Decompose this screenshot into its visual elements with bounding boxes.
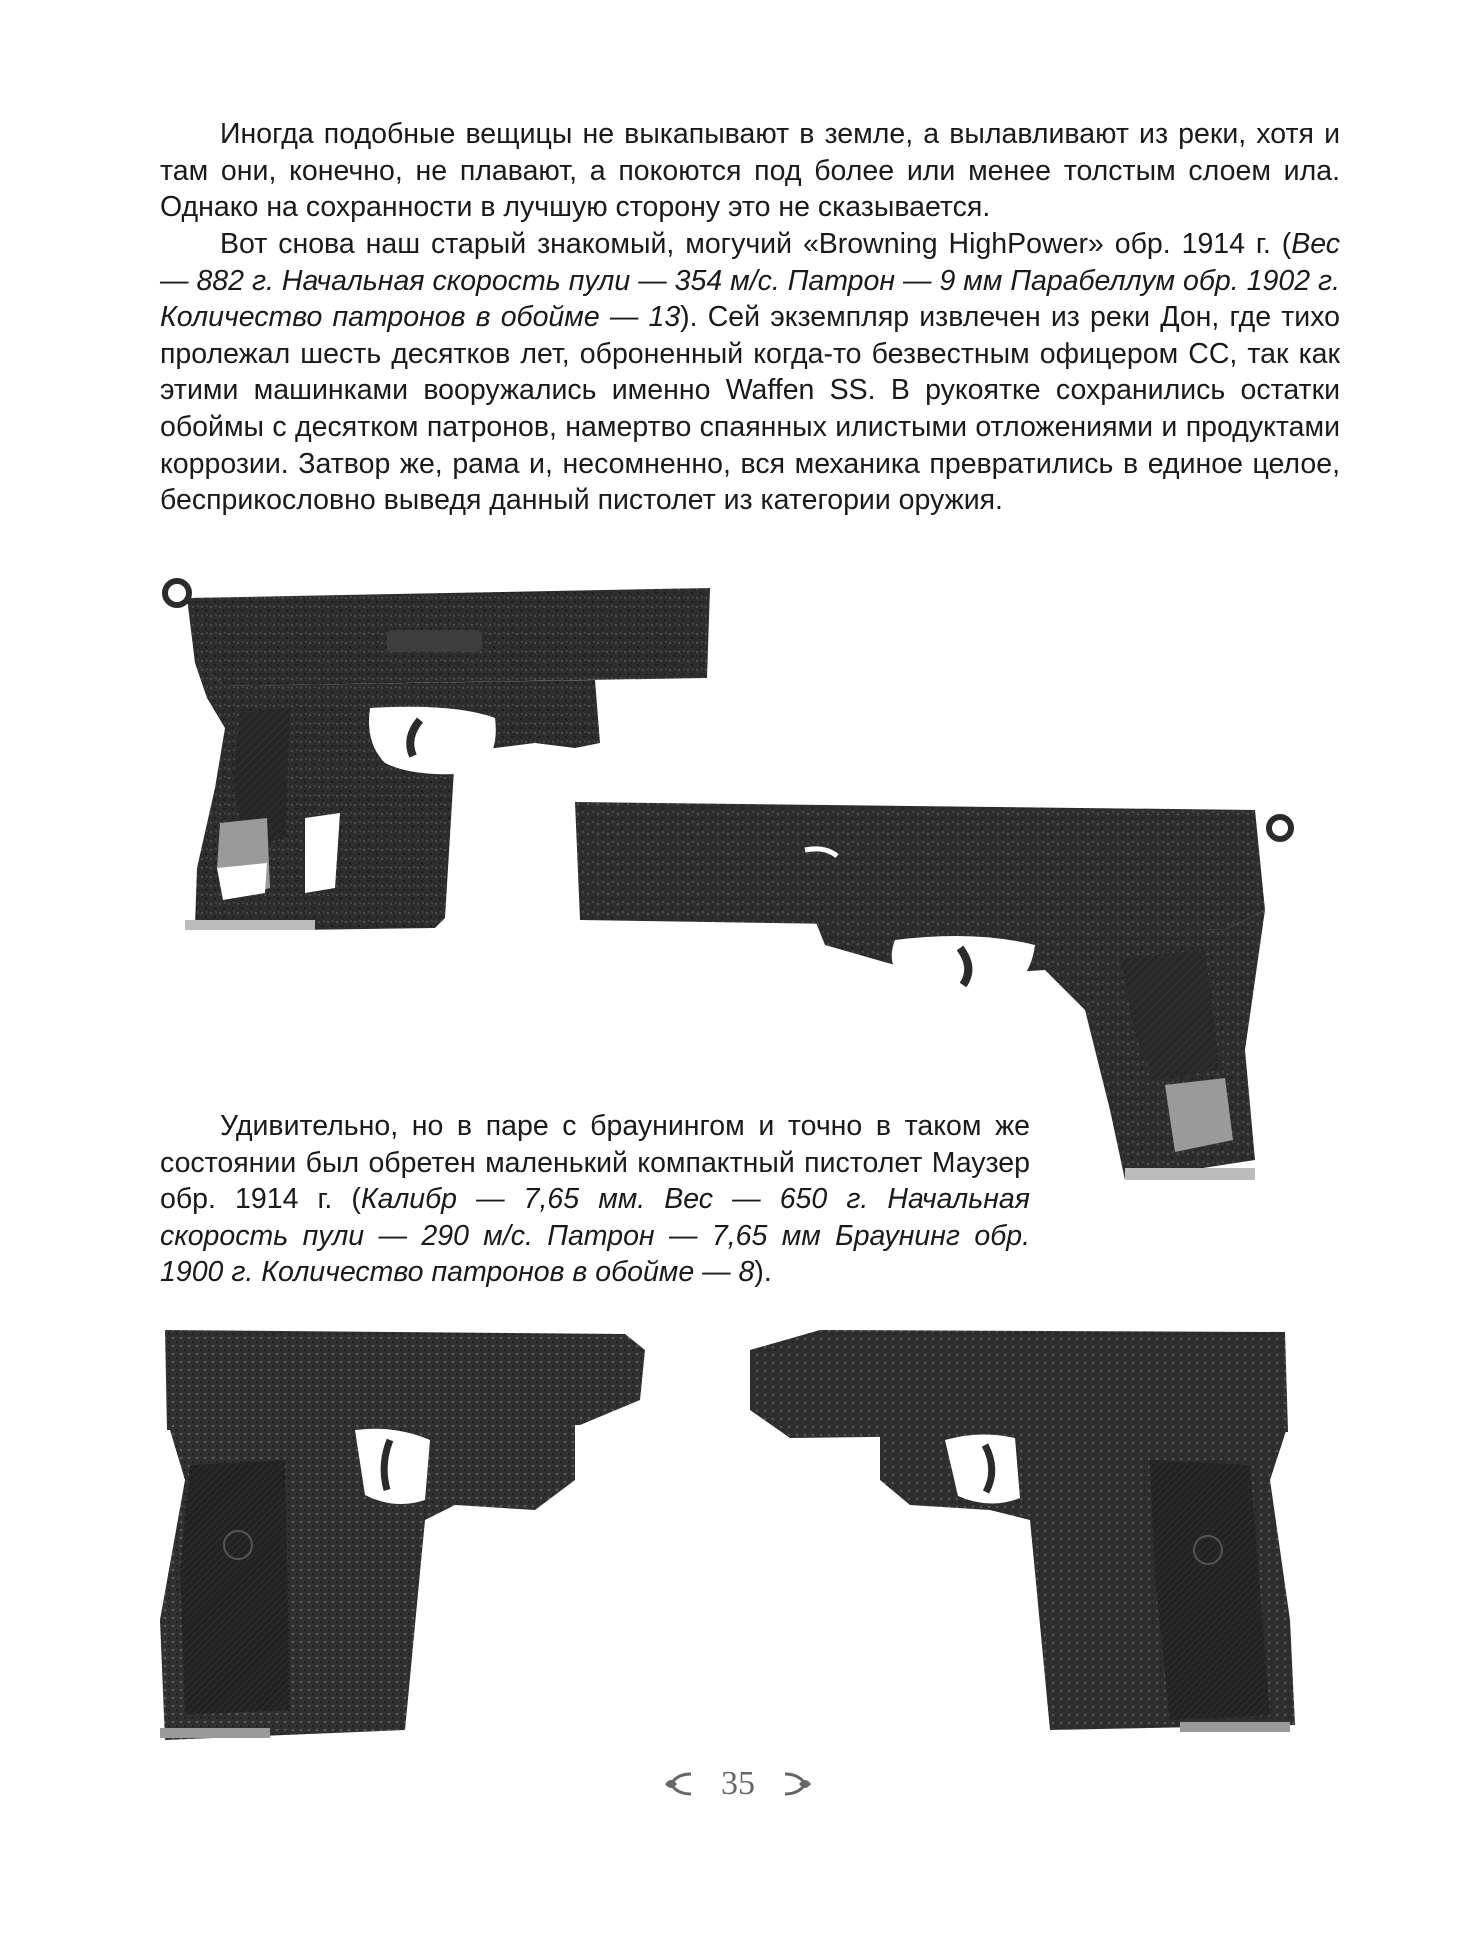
slide	[750, 1330, 1288, 1438]
magazine-remnant	[1165, 1078, 1233, 1152]
magazine-base	[1125, 1168, 1255, 1180]
paragraph-text: Удивительно, но в паре с браунингом и точно в таком же состоянии был обретен маленький компактный пистолет Маузер обр. 1914 г. (	[160, 1110, 1030, 1216]
mauser-photo-right	[730, 1320, 1295, 1740]
page-footer	[0, 1762, 1476, 1806]
page-number: 35	[721, 1765, 755, 1802]
specs-italic: Вес — 882 г. Начальная скорость пули — 354 м/с. Патрон — 9 мм Парабеллум обр. 1902 г. Количество патронов в обойме — 13	[160, 228, 1340, 334]
magazine-base	[185, 920, 315, 930]
trigger-guard-opening	[892, 936, 1035, 995]
ejection-port	[387, 630, 482, 652]
grip-panel	[180, 1460, 290, 1715]
ornament-left-icon	[661, 1769, 695, 1799]
paragraph-text: ). Сей экземпляр извлечен из реки Дон, где тихо пролежал шесть десятков лет, оброненный когда-то безвестным офицером СС, так как этими машинками вооружались именно Waffen SS. В рукоятке сохранились остатки обоймы с десятком патронов, намертво спаянных илистыми отложениями и продуктами коррозии. Затвор же, рама и, несомненно, вся механика превратились в единое целое, бесприкословно выведя данный пистолет из категории оружия.	[160, 301, 1340, 517]
magazine-base	[1180, 1722, 1290, 1732]
grip-panel	[1150, 1460, 1270, 1720]
paragraph-browning	[160, 226, 1340, 519]
paragraph-river-finds	[160, 116, 1340, 226]
paragraph-text: Иногда подобные вещицы не выкапывают в земле, а вылавливают из реки, хотя и там они, конечно, не плавают, а покоются под более или менее толстым слоем ила. Однако на сохранности в лучшую сторону это не сказывается.	[160, 118, 1340, 224]
lanyard-ring	[165, 581, 189, 605]
lanyard-ring	[1269, 817, 1291, 839]
trigger-guard-opening	[355, 1429, 430, 1504]
specs-italic: Калибр — 7,65 мм. Вес — 650 г. Начальная скорость пули — 290 м/с. Патрон — 7,65 мм Браунинг обр. 1900 г. Количество патронов в обойме — 8	[160, 1183, 1030, 1289]
paragraph-mauser	[160, 1108, 1030, 1291]
paragraph-text: Вот снова наш старый знакомый, могучий «Browning HighPower» обр. 1914 г. (	[220, 228, 1292, 260]
slide	[165, 1330, 645, 1430]
paragraph-text: ).	[754, 1256, 772, 1289]
grip-hole	[305, 813, 340, 893]
slide	[575, 802, 1265, 930]
trigger-guard-opening	[369, 707, 496, 775]
magazine-base	[160, 1728, 270, 1738]
ornament-right-icon	[781, 1769, 815, 1799]
mauser-photo-left	[155, 1320, 715, 1740]
